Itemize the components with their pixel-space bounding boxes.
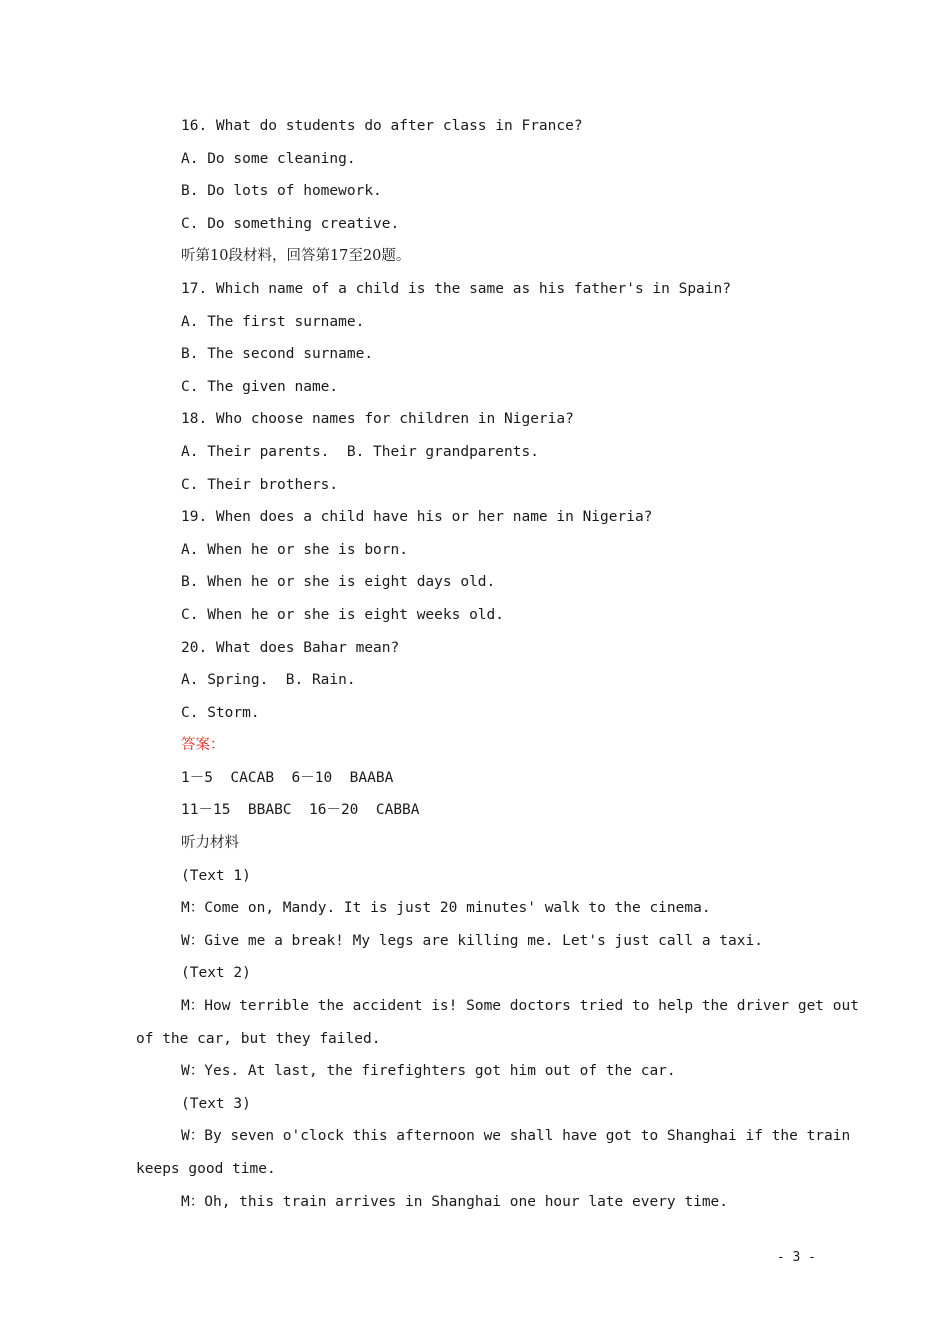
question-20: 20. What does Bahar mean? xyxy=(181,639,400,656)
text-1-heading: (Text 1) xyxy=(181,867,251,884)
section-instruction: 听第10段材料，回答第17至20题。 xyxy=(181,248,411,265)
question-16: 16. What do students do after class in France? xyxy=(181,118,583,134)
text-3-heading: (Text 3) xyxy=(181,1095,251,1112)
answer-label: 答案： xyxy=(181,737,225,754)
transcript-heading: 听力材料 xyxy=(181,835,239,852)
option-20-ab: A. Spring. B. Rain. xyxy=(181,672,356,689)
option-17-a: A. The first surname. xyxy=(181,313,365,330)
option-19-c: C. When he or she is eight weeks old. xyxy=(181,606,505,623)
text-3-line-1-continued: keeps good time. xyxy=(136,1161,276,1177)
option-19-b: B. When he or she is eight days old. xyxy=(181,574,496,591)
text-2-heading: (Text 2) xyxy=(181,965,251,982)
answers-11-20: 11－15 BBABC 16－20 CABBA xyxy=(181,802,420,819)
text-2-line-1-continued: of the car, but they failed. xyxy=(136,1030,381,1047)
question-19: 19. When does a child have his or her name in Nigeria? xyxy=(181,509,653,526)
text-2-line-2: W：Yes. At last, the firefighters got him out of the car. xyxy=(181,1063,676,1080)
text-1-line-1: M：Come on, Mandy. It is just 20 minutes' walk to the cinema. xyxy=(181,900,711,917)
document-body xyxy=(136,110,859,1218)
text-2-line-1: M：How terrible the accident is! Some doctors tried to help the driver get out xyxy=(181,998,859,1015)
option-17-c: C. The given name. xyxy=(181,378,339,395)
option-16-a: A. Do some cleaning. xyxy=(181,150,356,167)
text-1-line-2: W：Give me a break! My legs are killing me. Let's just call a taxi. xyxy=(181,932,763,949)
option-18-c: C. Their brothers. xyxy=(181,476,339,493)
option-18-ab: A. Their parents. B. Their grandparents. xyxy=(181,443,539,460)
option-17-b: B. The second surname. xyxy=(181,346,374,363)
option-16-b: B. Do lots of homework. xyxy=(181,183,382,200)
option-20-c: C. Storm. xyxy=(181,704,260,721)
question-17: 17. Which name of a child is the same as his father's in Spain? xyxy=(181,280,731,297)
option-16-c: C. Do something creative. xyxy=(181,215,400,232)
question-18: 18. Who choose names for children in Nigeria? xyxy=(181,411,574,428)
text-3-line-1: W：By seven o'clock this afternoon we shall have got to Shanghai if the train xyxy=(181,1128,851,1145)
answers-1-10: 1－5 CACAB 6－10 BAABA xyxy=(181,769,394,786)
option-19-a: A. When he or she is born. xyxy=(181,541,408,558)
page-number: - 3 - xyxy=(776,1250,816,1265)
text-3-line-2: M：Oh, this train arrives in Shanghai one hour late every time. xyxy=(181,1193,729,1210)
